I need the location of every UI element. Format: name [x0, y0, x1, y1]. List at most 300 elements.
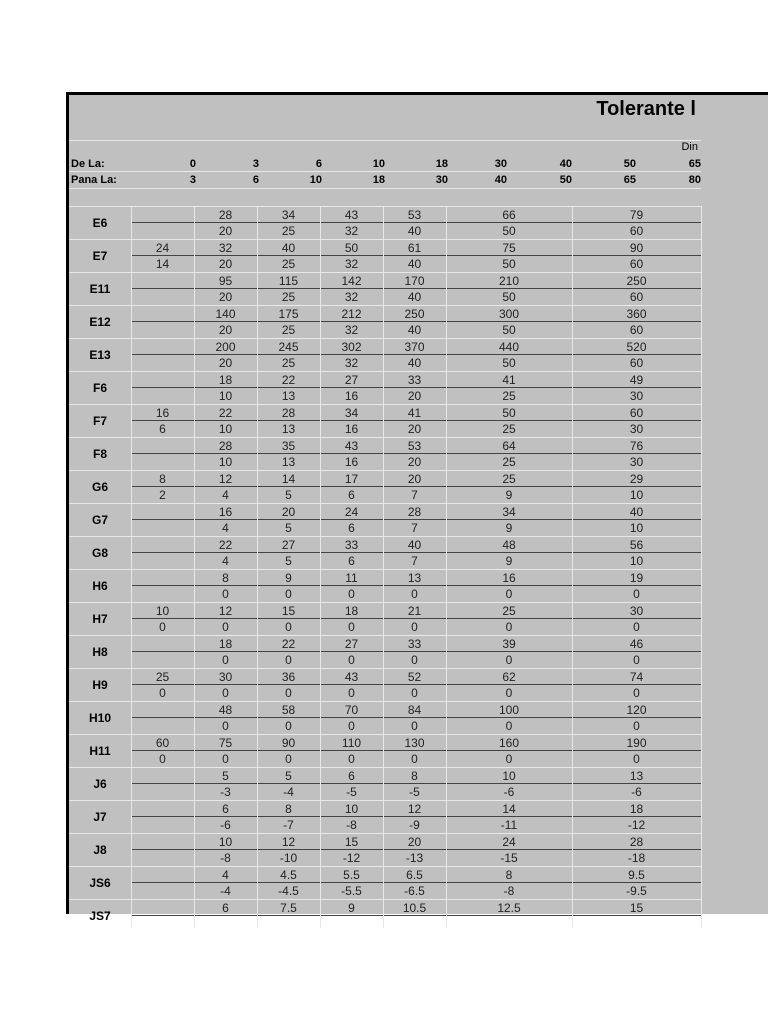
upper-deviation: 12 [257, 833, 320, 850]
upper-deviation: 75 [446, 239, 572, 256]
upper-deviation [131, 899, 194, 916]
upper-deviation: 12 [194, 602, 257, 619]
upper-deviation [131, 503, 194, 520]
upper-deviation: 100 [446, 701, 572, 718]
upper-deviation: 27 [320, 635, 383, 652]
lower-deviation [131, 717, 194, 734]
lower-deviation: 13 [257, 453, 320, 470]
upper-deviation: 25 [131, 668, 194, 685]
lower-deviation: 9 [446, 552, 572, 569]
lower-deviation: -5 [320, 783, 383, 800]
lower-deviation: 40 [383, 354, 446, 371]
lower-deviation: 0 [257, 585, 320, 602]
upper-deviation: 30 [572, 602, 701, 619]
upper-deviation: 9.5 [572, 866, 701, 883]
pana-la-value: 3 [189, 174, 196, 186]
lower-deviation: 0 [194, 651, 257, 668]
lower-deviation: 0 [383, 750, 446, 767]
upper-deviation: 8 [446, 866, 572, 883]
lower-deviation: 40 [383, 321, 446, 338]
upper-deviation: 370 [383, 338, 446, 355]
upper-deviation: 7.5 [257, 899, 320, 916]
pana-la-value: 80 [688, 174, 701, 186]
lower-deviation [257, 915, 320, 932]
grid-line [257, 206, 258, 928]
lower-deviation: -4.5 [257, 882, 320, 899]
lower-deviation: 25 [257, 321, 320, 338]
lower-deviation: 0 [572, 684, 701, 701]
upper-deviation: 10 [194, 833, 257, 850]
upper-deviation: 33 [383, 635, 446, 652]
lower-deviation: -8 [446, 882, 572, 899]
lower-deviation: 6 [131, 420, 194, 437]
upper-deviation: 14 [446, 800, 572, 817]
tolerance-code: F6 [69, 371, 131, 405]
lower-deviation: 20 [194, 255, 257, 272]
tolerance-code: E7 [69, 239, 131, 273]
upper-deviation: 170 [383, 272, 446, 289]
lower-deviation: 6 [320, 486, 383, 503]
pana-la-value: 40 [494, 174, 507, 186]
lower-deviation: -5.5 [320, 882, 383, 899]
divider [69, 188, 701, 189]
lower-deviation: 0 [320, 684, 383, 701]
upper-deviation: 28 [194, 437, 257, 454]
upper-deviation: 56 [572, 536, 701, 553]
lower-deviation: 25 [257, 354, 320, 371]
lower-deviation: -8 [320, 816, 383, 833]
upper-deviation: 60 [572, 404, 701, 421]
upper-deviation: 22 [194, 404, 257, 421]
lower-deviation: -4 [194, 882, 257, 899]
upper-deviation: 13 [383, 569, 446, 586]
lower-deviation: 20 [383, 387, 446, 404]
lower-deviation: -12 [572, 816, 701, 833]
lower-deviation: 0 [446, 618, 572, 635]
lower-deviation: 0 [320, 717, 383, 734]
lower-deviation: 25 [446, 420, 572, 437]
table-row [69, 305, 701, 338]
upper-deviation: 34 [446, 503, 572, 520]
upper-deviation: 35 [257, 437, 320, 454]
upper-deviation: 142 [320, 272, 383, 289]
tolerance-code: J8 [69, 833, 131, 867]
upper-deviation: 140 [194, 305, 257, 322]
lower-deviation: -8 [194, 849, 257, 866]
de-la-value: 18 [435, 158, 448, 170]
upper-deviation [131, 701, 194, 718]
lower-deviation [194, 915, 257, 932]
lower-deviation [131, 783, 194, 800]
lower-deviation: 32 [320, 321, 383, 338]
lower-deviation: 0 [383, 651, 446, 668]
lower-deviation: -6 [446, 783, 572, 800]
tolerance-code: H6 [69, 569, 131, 603]
table-row [69, 371, 701, 404]
lower-deviation: 0 [383, 684, 446, 701]
table-row [69, 470, 701, 503]
lower-deviation: 0 [446, 717, 572, 734]
lower-deviation: 30 [572, 387, 701, 404]
lower-deviation: 0 [131, 684, 194, 701]
upper-deviation: 49 [572, 371, 701, 388]
table-row [69, 536, 701, 569]
lower-deviation: 50 [446, 288, 572, 305]
lower-deviation [131, 585, 194, 602]
tolerance-code: E13 [69, 338, 131, 372]
upper-deviation: 160 [446, 734, 572, 751]
upper-deviation: 40 [383, 536, 446, 553]
de-la-label: De La: [71, 158, 105, 170]
tolerance-code: JS6 [69, 866, 131, 900]
lower-deviation: 10 [572, 552, 701, 569]
lower-deviation: 10 [194, 420, 257, 437]
upper-deviation: 79 [572, 206, 701, 223]
lower-deviation [131, 882, 194, 899]
upper-deviation: 8 [194, 569, 257, 586]
lower-deviation [320, 915, 383, 932]
upper-deviation: 10 [446, 767, 572, 784]
lower-deviation: 10 [572, 519, 701, 536]
lower-deviation: 25 [446, 453, 572, 470]
table-row [69, 668, 701, 701]
lower-deviation: 20 [194, 288, 257, 305]
grid-line [446, 206, 447, 928]
upper-deviation: 48 [194, 701, 257, 718]
lower-deviation: 50 [446, 354, 572, 371]
lower-deviation [131, 849, 194, 866]
upper-deviation: 39 [446, 635, 572, 652]
upper-deviation: 32 [194, 239, 257, 256]
lower-deviation: 16 [320, 420, 383, 437]
table-row [69, 569, 701, 602]
grid-line [131, 206, 132, 928]
upper-deviation: 22 [257, 635, 320, 652]
upper-deviation [131, 767, 194, 784]
de-la-value: 0 [189, 158, 196, 170]
upper-deviation: 5 [257, 767, 320, 784]
upper-deviation: 6.5 [383, 866, 446, 883]
lower-deviation: 0 [383, 717, 446, 734]
upper-deviation: 25 [446, 470, 572, 487]
upper-deviation: 34 [257, 206, 320, 223]
lower-deviation: 6 [320, 552, 383, 569]
upper-deviation: 27 [257, 536, 320, 553]
tolerance-code: E11 [69, 272, 131, 306]
lower-deviation: -11 [446, 816, 572, 833]
tolerance-code: E6 [69, 206, 131, 240]
lower-deviation: 20 [194, 354, 257, 371]
lower-deviation: 20 [383, 453, 446, 470]
lower-deviation: -13 [383, 849, 446, 866]
lower-deviation: 60 [572, 222, 701, 239]
upper-deviation: 84 [383, 701, 446, 718]
upper-deviation: 36 [257, 668, 320, 685]
upper-deviation: 20 [383, 470, 446, 487]
tolerance-code: J6 [69, 767, 131, 801]
upper-deviation: 175 [257, 305, 320, 322]
lower-deviation: 0 [257, 618, 320, 635]
upper-deviation: 16 [194, 503, 257, 520]
lower-deviation: 0 [572, 750, 701, 767]
tolerance-sheet [66, 92, 768, 923]
tolerance-code: H9 [69, 668, 131, 702]
upper-deviation: 50 [320, 239, 383, 256]
upper-deviation: 15 [257, 602, 320, 619]
de-la-value: 3 [252, 158, 259, 170]
upper-deviation: 28 [194, 206, 257, 223]
lower-deviation: 13 [257, 420, 320, 437]
lower-deviation: 0 [320, 618, 383, 635]
upper-deviation: 64 [446, 437, 572, 454]
lower-deviation: 30 [572, 453, 701, 470]
tolerance-grid [69, 206, 701, 932]
lower-deviation: 14 [131, 255, 194, 272]
upper-deviation: 40 [572, 503, 701, 520]
de-la-row [69, 157, 771, 172]
tolerance-code: E12 [69, 305, 131, 339]
upper-deviation: 190 [572, 734, 701, 751]
lower-deviation [131, 321, 194, 338]
lower-deviation: 30 [572, 420, 701, 437]
upper-deviation: 43 [320, 668, 383, 685]
lower-deviation [131, 816, 194, 833]
lower-deviation: 0 [257, 717, 320, 734]
lower-deviation: 0 [257, 651, 320, 668]
upper-deviation: 12 [194, 470, 257, 487]
lower-deviation: 16 [320, 387, 383, 404]
upper-deviation: 8 [257, 800, 320, 817]
tolerance-code: F8 [69, 437, 131, 471]
lower-deviation: 7 [383, 486, 446, 503]
upper-deviation: 76 [572, 437, 701, 454]
upper-deviation [131, 833, 194, 850]
table-row [69, 734, 701, 767]
lower-deviation: 9 [446, 519, 572, 536]
lower-deviation: 10 [194, 453, 257, 470]
lower-deviation: 4 [194, 552, 257, 569]
tolerance-code: H10 [69, 701, 131, 735]
upper-deviation: 34 [320, 404, 383, 421]
lower-deviation: 25 [446, 387, 572, 404]
lower-deviation: 20 [383, 420, 446, 437]
upper-deviation: 245 [257, 338, 320, 355]
upper-deviation: 53 [383, 437, 446, 454]
sheet-title: Tolerante l [596, 98, 696, 120]
lower-deviation: 0 [446, 684, 572, 701]
upper-deviation: 4.5 [257, 866, 320, 883]
upper-deviation: 9 [257, 569, 320, 586]
lower-deviation: 0 [257, 750, 320, 767]
upper-deviation: 74 [572, 668, 701, 685]
tolerance-code: J7 [69, 800, 131, 834]
upper-deviation: 40 [257, 239, 320, 256]
upper-deviation: 110 [320, 734, 383, 751]
lower-deviation: 40 [383, 288, 446, 305]
lower-deviation: 10 [194, 387, 257, 404]
lower-deviation: 0 [131, 618, 194, 635]
lower-deviation: -5 [383, 783, 446, 800]
tolerance-code: G6 [69, 470, 131, 504]
upper-deviation: 52 [383, 668, 446, 685]
upper-deviation: 90 [572, 239, 701, 256]
tolerance-code: H11 [69, 734, 131, 768]
upper-deviation: 27 [320, 371, 383, 388]
lower-deviation: -15 [446, 849, 572, 866]
lower-deviation: -6 [572, 783, 701, 800]
lower-deviation: 32 [320, 222, 383, 239]
upper-deviation: 29 [572, 470, 701, 487]
de-la-value: 50 [623, 158, 636, 170]
lower-deviation: 20 [194, 321, 257, 338]
upper-deviation: 520 [572, 338, 701, 355]
tolerance-code: G7 [69, 503, 131, 537]
upper-deviation: 28 [257, 404, 320, 421]
upper-deviation: 43 [320, 437, 383, 454]
lower-deviation: 40 [383, 222, 446, 239]
de-la-value: 6 [315, 158, 322, 170]
upper-deviation: 130 [383, 734, 446, 751]
lower-deviation: -4 [257, 783, 320, 800]
upper-deviation: 18 [320, 602, 383, 619]
lower-deviation: 16 [320, 453, 383, 470]
lower-deviation: 25 [257, 222, 320, 239]
upper-deviation: 62 [446, 668, 572, 685]
lower-deviation: -10 [257, 849, 320, 866]
upper-deviation: 115 [257, 272, 320, 289]
upper-deviation: 6 [194, 800, 257, 817]
upper-deviation: 10 [320, 800, 383, 817]
upper-deviation [131, 305, 194, 322]
upper-deviation: 24 [131, 239, 194, 256]
upper-deviation: 302 [320, 338, 383, 355]
upper-deviation: 210 [446, 272, 572, 289]
de-la-value: 65 [688, 158, 701, 170]
lower-deviation: -9 [383, 816, 446, 833]
upper-deviation: 33 [383, 371, 446, 388]
upper-deviation: 33 [320, 536, 383, 553]
lower-deviation [131, 288, 194, 305]
lower-deviation [131, 222, 194, 239]
grid-line [320, 206, 321, 928]
upper-deviation: 18 [194, 635, 257, 652]
upper-deviation: 22 [194, 536, 257, 553]
upper-deviation [131, 635, 194, 652]
lower-deviation: -7 [257, 816, 320, 833]
upper-deviation: 58 [257, 701, 320, 718]
de-la-value: 30 [494, 158, 507, 170]
upper-deviation: 16 [131, 404, 194, 421]
divider [69, 171, 701, 172]
lower-deviation: 0 [320, 750, 383, 767]
upper-deviation: 11 [320, 569, 383, 586]
upper-deviation: 20 [383, 833, 446, 850]
upper-deviation: 16 [446, 569, 572, 586]
upper-deviation: 28 [383, 503, 446, 520]
upper-deviation: 8 [383, 767, 446, 784]
table-row [69, 404, 701, 437]
upper-deviation: 200 [194, 338, 257, 355]
upper-deviation: 18 [194, 371, 257, 388]
lower-deviation [131, 387, 194, 404]
grid-line [194, 206, 195, 928]
lower-deviation: 50 [446, 321, 572, 338]
lower-deviation: 0 [194, 684, 257, 701]
upper-deviation: 53 [383, 206, 446, 223]
lower-deviation: -6 [194, 816, 257, 833]
lower-deviation: 5 [257, 519, 320, 536]
lower-deviation: 50 [446, 255, 572, 272]
lower-deviation: 7 [383, 552, 446, 569]
table-row [69, 206, 701, 239]
table-row [69, 899, 701, 932]
lower-deviation: 0 [446, 651, 572, 668]
upper-deviation: 12.5 [446, 899, 572, 916]
pana-la-value: 18 [372, 174, 385, 186]
lower-deviation: -12 [320, 849, 383, 866]
upper-deviation: 21 [383, 602, 446, 619]
upper-deviation: 50 [446, 404, 572, 421]
lower-deviation: 32 [320, 354, 383, 371]
upper-deviation: 9 [320, 899, 383, 916]
upper-deviation: 48 [446, 536, 572, 553]
upper-deviation: 8 [131, 470, 194, 487]
grid-line [572, 206, 573, 928]
upper-deviation: 70 [320, 701, 383, 718]
upper-deviation: 20 [257, 503, 320, 520]
tolerance-code: JS7 [69, 899, 131, 933]
upper-deviation: 250 [383, 305, 446, 322]
lower-deviation: 60 [572, 321, 701, 338]
upper-deviation: 60 [131, 734, 194, 751]
lower-deviation: 0 [446, 585, 572, 602]
upper-deviation: 5.5 [320, 866, 383, 883]
table-row [69, 833, 701, 866]
table-row [69, 272, 701, 305]
lower-deviation: 10 [572, 486, 701, 503]
upper-deviation: 12 [383, 800, 446, 817]
lower-deviation: 13 [257, 387, 320, 404]
lower-deviation: 0 [383, 585, 446, 602]
lower-deviation: 32 [320, 255, 383, 272]
lower-deviation: 0 [320, 585, 383, 602]
pana-la-value: 10 [309, 174, 322, 186]
lower-deviation: 0 [572, 585, 701, 602]
upper-deviation: 22 [257, 371, 320, 388]
lower-deviation: -18 [572, 849, 701, 866]
upper-deviation [131, 338, 194, 355]
upper-deviation: 360 [572, 305, 701, 322]
dimension-label: Din [681, 141, 698, 153]
lower-deviation: 40 [383, 255, 446, 272]
pana-la-value: 30 [435, 174, 448, 186]
upper-deviation: 14 [257, 470, 320, 487]
table-row [69, 635, 701, 668]
lower-deviation: 4 [194, 519, 257, 536]
tolerance-code: H7 [69, 602, 131, 636]
lower-deviation [131, 651, 194, 668]
upper-deviation: 19 [572, 569, 701, 586]
table-row [69, 602, 701, 635]
lower-deviation [131, 915, 194, 932]
upper-deviation: 10.5 [383, 899, 446, 916]
lower-deviation: 32 [320, 288, 383, 305]
upper-deviation: 46 [572, 635, 701, 652]
pana-la-label: Pana La: [71, 174, 117, 186]
table-row [69, 239, 701, 272]
upper-deviation: 41 [383, 404, 446, 421]
upper-deviation: 440 [446, 338, 572, 355]
